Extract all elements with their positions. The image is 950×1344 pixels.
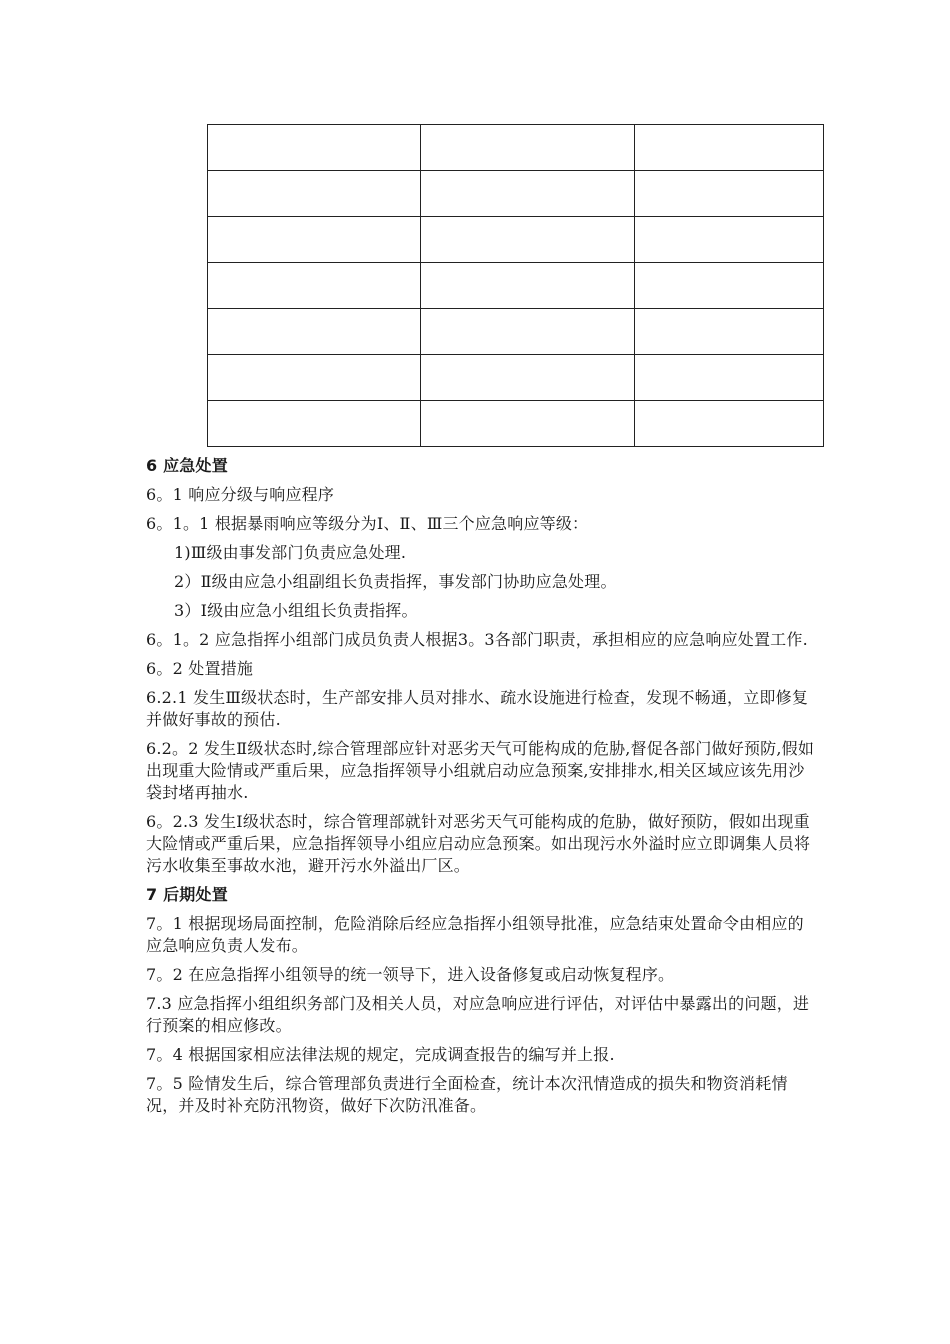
empty-table xyxy=(207,124,824,447)
section-6-1-1: 6。1。1 根据暴雨响应等级分为Ⅰ、Ⅱ、Ⅲ三个应急响应等级： xyxy=(146,514,589,533)
section-6-1: 6。1 响应分级与响应程序 xyxy=(146,485,335,504)
table-row xyxy=(208,263,824,309)
table-cell xyxy=(208,171,421,217)
table-cell xyxy=(635,355,824,401)
table-cell xyxy=(421,355,635,401)
section-6-1-2: 6。1。2 应急指挥小组部门成员负责人根据3。3各部门职责，承担相应的应急响应处置工作. xyxy=(146,630,808,649)
table-cell xyxy=(208,217,421,263)
level-item-2: 2）Ⅱ级由应急小组副组长负责指挥，事发部门协助应急处理。 xyxy=(174,572,617,591)
section-7-3: 7.3 应急指挥小组组织务部门及相关人员，对应急响应进行评估，对评估中暴露出的问题，进行预案的相应修改。 xyxy=(146,994,810,1035)
level-item-1: 3）Ⅰ级由应急小组组长负责指挥。 xyxy=(174,601,418,620)
table-cell xyxy=(208,125,421,171)
level-item-3: 1)Ⅲ级由事发部门负责应急处理. xyxy=(174,543,407,562)
section-7-4: 7。4 根据国家相应法律法规的规定，完成调查报告的编写并上报. xyxy=(146,1045,615,1064)
table-cell xyxy=(421,263,635,309)
section-7-heading: 7 后期处置 xyxy=(146,885,228,904)
table-cell xyxy=(208,355,421,401)
table-cell xyxy=(635,125,824,171)
table-cell xyxy=(635,217,824,263)
table-row xyxy=(208,125,824,171)
section-6-2-1: 6.2.1 发生Ⅲ级状态时，生产部安排人员对排水、疏水设施进行检查，发现不畅通，立即修复并做好事故的预估. xyxy=(146,688,809,729)
table-cell xyxy=(421,171,635,217)
table-row xyxy=(208,217,824,263)
table-row xyxy=(208,309,824,355)
section-7-2: 7。2 在应急指挥小组领导的统一领导下，进入设备修复或启动恢复程序。 xyxy=(146,965,675,984)
section-7-1: 7。1 根据现场局面控制，危险消除后经应急指挥小组领导批准，应急结束处置命令由相应的应急响应负责人发布。 xyxy=(146,914,804,955)
document-body xyxy=(146,455,816,1124)
section-6-2-2: 6.2。2 发生Ⅱ级状态时,综合管理部应针对恶劣天气可能构成的危胁,督促各部门做好预防,假如出现重大险情或严重后果，应急指挥领导小组就启动应急预案,安排排水,相关区域应该先用沙袋封堵再抽水. xyxy=(146,739,815,802)
section-7-5: 7。5 险情发生后，综合管理部负责进行全面检查，统计本次汛情造成的损失和物资消耗情况，并及时补充防汛物资，做好下次防汛准备。 xyxy=(146,1074,788,1115)
table-cell xyxy=(208,401,421,447)
table-cell xyxy=(421,401,635,447)
table-row xyxy=(208,355,824,401)
table-cell xyxy=(635,309,824,355)
section-6-heading: 6 应急处置 xyxy=(146,456,228,475)
table-cell xyxy=(208,263,421,309)
table-cell xyxy=(208,309,421,355)
table-cell xyxy=(635,263,824,309)
table-cell xyxy=(421,217,635,263)
section-6-2: 6。2 处置措施 xyxy=(146,659,254,678)
table-cell xyxy=(635,401,824,447)
table-cell xyxy=(421,309,635,355)
table-row xyxy=(208,171,824,217)
section-6-2-3: 6。2.3 发生Ⅰ级状态时，综合管理部就针对恶劣天气可能构成的危胁，做好预防，假如出现重大险情或严重后果，应急指挥领导小组应启动应急预案。如出现污水外溢时应立即调集人员将污水收集至事故水池，避开污水外溢出厂区。 xyxy=(146,812,811,875)
table-row xyxy=(208,401,824,447)
table-cell xyxy=(421,125,635,171)
table-cell xyxy=(635,171,824,217)
